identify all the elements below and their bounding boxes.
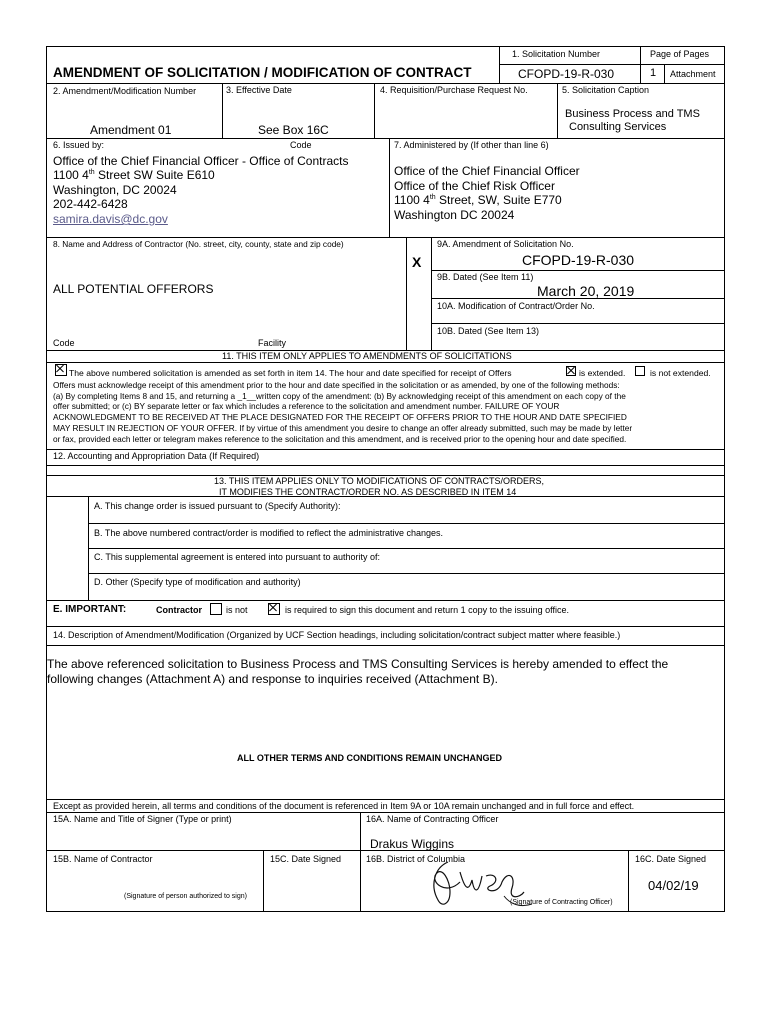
unchanged-notice: ALL OTHER TERMS AND CONDITIONS REMAIN UNCHANGED	[237, 753, 502, 763]
pages-value: Attachment	[670, 69, 716, 79]
issuer-email-link[interactable]: samira.davis@dc.gov	[53, 212, 168, 226]
dated-9b-value: March 20, 2019	[537, 283, 635, 299]
administrator-city: Washington DC 20024	[394, 208, 515, 222]
solicitation-number-value: CFOPD-19-R-030	[518, 67, 615, 81]
issuer-city: Washington, DC 20024	[53, 183, 177, 197]
contracting-officer-name: Drakus Wiggins	[370, 837, 455, 851]
officer-signature-caption: (Signature of Contracting Officer)	[510, 899, 613, 906]
is-not-checkbox[interactable]	[210, 603, 222, 615]
item-13-a: A. This change order is issued pursuant to (Specify Authority):	[94, 501, 341, 511]
instruction-line: Offers must acknowledge receipt of this amendment prior to the hour and date specified in the solicitation or as amended, by one of the following methods:	[53, 380, 620, 390]
description-body-line2: following changes (Attachment A) and response to inquiries received (Attachment B).	[47, 672, 498, 686]
administrator-office: Office of the Chief Risk Officer	[394, 179, 555, 193]
is-required-label: is required to sign this document and return 1 copy to the issuing office.	[285, 605, 569, 615]
solicitation-caption-line2: Consulting Services	[569, 121, 667, 133]
item-13-c: C. This supplemental agreement is entered into pursuant to authority of:	[94, 552, 380, 562]
dated-9b-label: 9B. Dated (See Item 11)	[437, 272, 534, 282]
contractor-facility-label: Facility	[258, 338, 287, 348]
administered-by-label: 7. Administered by (If other than line 6)	[394, 140, 549, 150]
instruction-line: ACKNOWLEDGMENT TO BE RECEIVED AT THE PLACE DESIGNATED FOR THE RECEIPT OF OFFERS PRIOR TO THE HOUR AND DATE SPECIFIED	[53, 412, 627, 423]
important-contractor: Contractor	[156, 605, 203, 615]
item-11-heading: 11. THIS ITEM ONLY APPLIES TO AMENDMENTS OF SOLICITATIONS	[222, 351, 512, 361]
page-number: 1	[650, 67, 657, 79]
administrator-name: Office of the Chief Financial Officer	[394, 164, 580, 178]
contractor-name: ALL POTENTIAL OFFERORS	[53, 282, 214, 296]
item-11-instructions	[53, 380, 632, 444]
amendment-check-mark: X	[412, 254, 422, 270]
solicitation-caption-line1: Business Process and TMS	[565, 108, 700, 120]
amendment-solicitation-label: 9A. Amendment of Solicitation No.	[437, 239, 574, 249]
requisition-number-label: 4. Requisition/Purchase Request No.	[380, 85, 528, 95]
accounting-data-label: 12. Accounting and Appropriation Data (If Required)	[53, 451, 260, 461]
item-11-intro: The above numbered solicitation is amended as set forth in item 14. The hour and date specified for receipt of Offers	[69, 368, 512, 378]
contractor-date-signed-label: 15C. Date Signed	[270, 854, 342, 864]
is-extended-label: is extended.	[579, 368, 626, 378]
description-label: 14. Description of Amendment/Modification (Organized by UCF Section headings, including solicitation/contract subject matter where feasible.)	[53, 630, 621, 640]
amendment-number-value: Amendment 01	[90, 123, 172, 137]
page-of-pages-label: Page of Pages	[650, 49, 710, 59]
is-extended-checkbox[interactable]	[566, 366, 576, 376]
district-label: 16B. District of Columbia	[366, 854, 466, 864]
officer-date-signed-value: 04/02/19	[648, 878, 699, 893]
item-13-b: B. The above numbered contract/order is modified to reflect the administrative changes.	[94, 528, 444, 538]
instruction-line: offer submitted; or (c) BY separate letter or fax which includes a reference to the solicitation and amendment number. FAILURE OF YOUR	[53, 401, 560, 412]
item-13-heading-2: IT MODIFIES THE CONTRACT/ORDER NO. AS DESCRIBED IN ITEM 14	[219, 487, 517, 497]
amendment-checkbox[interactable]	[55, 364, 67, 376]
form-title: AMENDMENT OF SOLICITATION / MODIFICATION OF CONTRACT	[53, 65, 472, 80]
effective-date-label: 3. Effective Date	[226, 85, 292, 95]
contractor-name-label: 15B. Name of Contractor	[53, 854, 153, 864]
instruction-line: (a) By completing Items 8 and 15, and returning a _1__written copy of the amendment: (b) By acknowledging receipt of this amendment on each copy of the	[53, 390, 626, 401]
is-not-extended-checkbox[interactable]	[635, 366, 645, 376]
contractor-label: 8. Name and Address of Contractor (No. street, city, county, state and zip code)	[53, 239, 344, 249]
issuer-phone: 202-442-6428	[53, 197, 128, 211]
is-not-label: is not	[226, 605, 248, 615]
amendment-number-label: 2. Amendment/Modification Number	[53, 86, 197, 96]
modification-contract-label: 10A. Modification of Contract/Order No.	[437, 301, 595, 311]
contracting-officer-signature	[420, 852, 540, 912]
instruction-line: MAY RESULT IN REJECTION OF YOUR OFFER. If by virtue of this amendment you desire to change an offer already submitted, such may be made by letter	[53, 422, 633, 433]
is-required-checkbox[interactable]	[268, 603, 280, 615]
item-13-d: D. Other (Specify type of modification and authority)	[94, 577, 301, 587]
contractor-signature-caption: (Signature of person authorized to sign)	[124, 893, 247, 900]
is-not-extended-label: is not extended.	[650, 368, 711, 378]
effective-date-value: See Box 16C	[258, 123, 329, 137]
amendment-solicitation-value: CFOPD-19-R-030	[522, 252, 635, 268]
issuer-name: Office of the Chief Financial Officer - Office of Contracts	[53, 154, 349, 168]
solicitation-number-label: 1. Solicitation Number	[512, 49, 601, 59]
contractor-code-label: Code	[53, 338, 75, 348]
except-notice: Except as provided herein, all terms and conditions of the document is referenced in Item 9A or 10A remain unchanged and in full force and effect.	[53, 801, 635, 811]
issuer-street: 1100 4th Street SW Suite E610	[53, 168, 215, 182]
officer-date-signed-label: 16C. Date Signed	[635, 854, 707, 864]
issued-by-label: 6. Issued by:	[53, 140, 105, 150]
contracting-officer-label: 16A. Name of Contracting Officer	[366, 814, 499, 824]
dated-10b-label: 10B. Dated (See Item 13)	[437, 326, 540, 336]
item-13-heading-1: 13. THIS ITEM APPLIES ONLY TO MODIFICATIONS OF CONTRACTS/ORDERS,	[214, 476, 545, 486]
issued-by-code-label: Code	[290, 140, 312, 150]
administrator-street: 1100 4th Street, SW, Suite E770	[394, 193, 562, 207]
solicitation-caption-label: 5. Solicitation Caption	[562, 85, 650, 95]
important-label: E. IMPORTANT:	[53, 604, 127, 615]
signer-name-label: 15A. Name and Title of Signer (Type or print)	[53, 814, 232, 824]
description-body-line1: The above referenced solicitation to Business Process and TMS Consulting Services is hereby amended to effect the	[47, 657, 669, 671]
instruction-line: or fax, provided each letter or telegram makes reference to the solicitation and this amendment, and is received prior to the opening hour and date specified.	[53, 433, 627, 444]
